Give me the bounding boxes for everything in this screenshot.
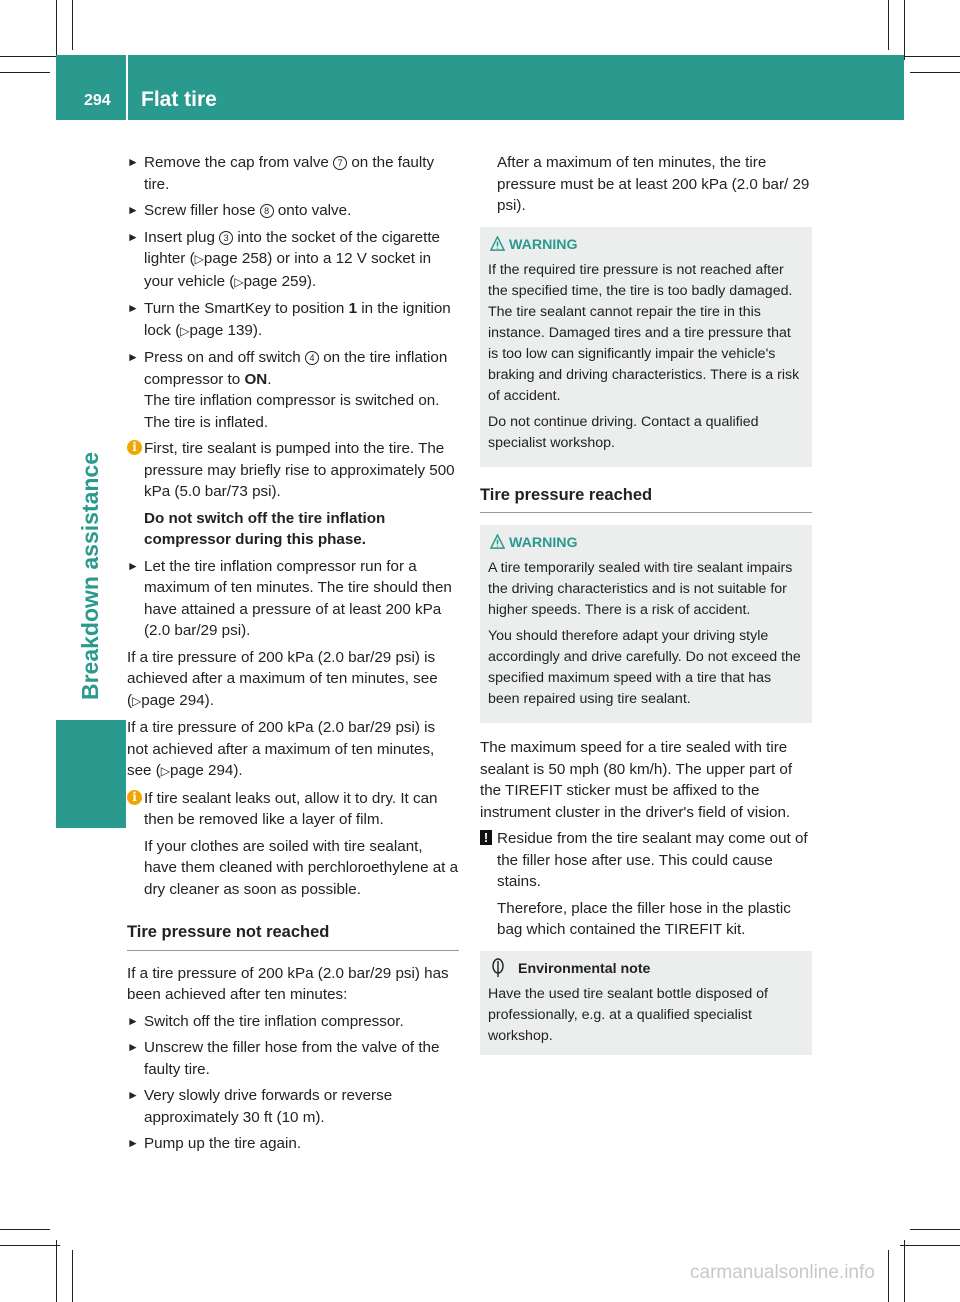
instruction-step: ► Remove the cap from valve 7 on the faulty tire. — [127, 154, 435, 193]
section-heading: Tire pressure not reached — [127, 922, 459, 951]
warning-box: WARNING A tire temporarily sealed with tire sealant impairs the driving characteristics and is not suitable for higher speeds. There is a risk of accident. You should therefore adapt your driving style accordingly and drive carefully. Do not exceed the specified maximum speed with a tire that has been repaired using tire sealant. — [480, 525, 812, 723]
page-ref-arrow-icon: ▷ — [180, 323, 190, 338]
instruction-step: ► Switch off the tire inflation compressor. — [127, 1011, 459, 1033]
crop-mark — [888, 0, 889, 50]
crop-mark — [910, 1229, 960, 1230]
page-ref-arrow-icon: ▷ — [234, 274, 244, 289]
page-ref-arrow-icon: ▷ — [132, 693, 142, 708]
warning-title: WARNING — [488, 235, 804, 256]
crop-mark — [904, 1240, 905, 1302]
info-icon: i — [127, 440, 142, 455]
chapter-tab-marker — [56, 720, 126, 828]
instruction-step: ► Turn the SmartKey to position 1 in the ignition lock (▷page 139). — [127, 300, 451, 339]
arrow-icon: ► — [127, 1040, 139, 1054]
crop-mark — [0, 1229, 50, 1230]
crop-mark — [0, 72, 50, 73]
warning-triangle-icon — [490, 236, 505, 251]
page-reference-link[interactable]: page 259 — [243, 272, 307, 290]
crop-mark — [0, 1245, 60, 1246]
crop-mark — [56, 0, 57, 60]
arrow-icon: ► — [127, 203, 139, 217]
leaf-icon — [490, 958, 506, 978]
paragraph: After a maximum of ten minutes, the tire pressure must be at least 200 kPa (2.0 bar/ 29 psi). — [497, 154, 810, 214]
chapter-tab-label: Breakdown assistance — [77, 451, 103, 700]
page-ref-arrow-icon: ▷ — [194, 252, 204, 266]
crop-mark — [904, 0, 905, 60]
page-reference-link[interactable]: page 139 — [189, 321, 253, 339]
instruction-step: ► Unscrew the filler hose from the valve of the faulty tire. — [127, 1039, 440, 1078]
info-note: i First, tire sealant is pumped into the tire. The pressure may briefly rise to approximately 500 kPa (5.0 bar/73 psi). Do not switch off the tire inflation compressor during this phase. — [127, 438, 459, 551]
environmental-note-box: Environmental note Have the used tire sealant bottle disposed of professionally, e.g. at a qualified specialist workshop. — [480, 951, 812, 1055]
section-heading: Tire pressure reached — [480, 485, 812, 514]
instruction-step: ► Press on and off switch 4 on the tire inflation compressor to ON. The tire inflation compressor is switched on. The tire is inflated. — [127, 349, 448, 431]
paragraph: If a tire pressure of 200 kPa (2.0 bar/29 psi) has been achieved after ten minutes: — [127, 964, 449, 1003]
paragraph: If a tire pressure of 200 kPa (2.0 bar/29 psi) is not achieved after a maximum of ten minutes, see (▷page 294). — [127, 719, 436, 779]
crop-mark — [0, 56, 60, 57]
info-note: i If tire sealant leaks out, allow it to dry. It can then be removed like a layer of film. If your clothes are soiled with tire sealant, have them cleaned with perchloroethylene at a dry cleaner as soon as possible. — [127, 788, 459, 901]
arrow-icon: ► — [127, 1013, 139, 1028]
crop-mark — [888, 1250, 889, 1302]
exclamation-icon: ! — [480, 830, 492, 845]
arrow-icon: ► — [127, 1136, 139, 1150]
page-title: Flat tire — [141, 88, 217, 111]
warning-box: WARNING If the required tire pressure is not reached after the specified time, the tire is too badly damaged. The tire sealant cannot repair the tire in this instance. Damaged tires and a tire pressure that is too low can significantly impair the vehicle's braking and driving characteristics. There is a risk of accident. Do not continue driving. Contact a qualified specialist workshop. — [480, 227, 812, 467]
info-icon: i — [127, 790, 142, 805]
arrow-icon: ► — [127, 155, 139, 169]
callout-number: 4 — [305, 351, 319, 365]
crop-mark — [910, 72, 960, 73]
warning-title: WARNING — [488, 533, 804, 554]
callout-number: 3 — [219, 231, 233, 245]
paragraph: If a tire pressure of 200 kPa (2.0 bar/29 psi) is achieved after a maximum of ten minutes, see (▷page 294). — [127, 648, 438, 709]
arrow-icon: ► — [127, 301, 139, 315]
crop-mark — [56, 1240, 57, 1302]
left-column — [127, 152, 459, 1160]
crop-mark — [900, 1245, 960, 1246]
crop-mark — [900, 56, 960, 57]
paragraph: The maximum speed for a tire sealed with tire sealant is 50 mph (80 km/h). The upper part of the TIREFIT sticker must be affixed to the instrument cluster in the driver's field of vision. — [480, 739, 793, 821]
page-reference-link[interactable]: page 294 — [141, 691, 205, 709]
page-ref-arrow-icon: ▷ — [160, 764, 170, 778]
crop-mark — [72, 1250, 73, 1302]
callout-number: 8 — [260, 204, 274, 218]
instruction-step: ► Pump up the tire again. — [127, 1133, 459, 1155]
watermark: carmanualsonline.info — [690, 1262, 875, 1283]
step-result: The tire inflation compressor is switched on. The tire is inflated. — [144, 392, 440, 431]
page-reference-link[interactable]: page 294 — [170, 762, 234, 779]
notice-note: ! Residue from the tire sealant may come out of the filler hose after use. This could cause stains. Therefore, place the filler hose in the plastic bag which contained the TIREFIT kit. — [480, 828, 812, 941]
crop-mark — [72, 0, 73, 50]
instruction-step: ► Screw filler hose 8 onto valve. — [127, 200, 459, 222]
instruction-step: ► Very slowly drive forwards or reverse approximately 30 ft (10 m). — [127, 1087, 393, 1126]
page-reference-link[interactable]: page 258 — [203, 250, 268, 267]
right-column — [480, 152, 812, 1055]
callout-number: 7 — [333, 156, 347, 170]
header-divider — [126, 55, 128, 120]
arrow-icon: ► — [127, 1088, 139, 1102]
arrow-icon: ► — [127, 558, 139, 573]
instruction-step: ► Let the tire inflation compressor run for a maximum of ten minutes. The tire should then have attained a pressure of at least 200 kPa (2.0 bar/29 psi). — [127, 557, 452, 639]
instruction-step: ► Insert plug 3 into the socket of the cigarette lighter (▷page 258) or into a 12 V socket in your vehicle (▷page 259). — [127, 228, 440, 290]
warning-triangle-icon — [490, 534, 505, 549]
environmental-note-title: Environmental note — [488, 959, 804, 980]
arrow-icon: ► — [127, 350, 139, 364]
arrow-icon: ► — [127, 229, 139, 244]
page-number: 294 — [84, 92, 111, 109]
